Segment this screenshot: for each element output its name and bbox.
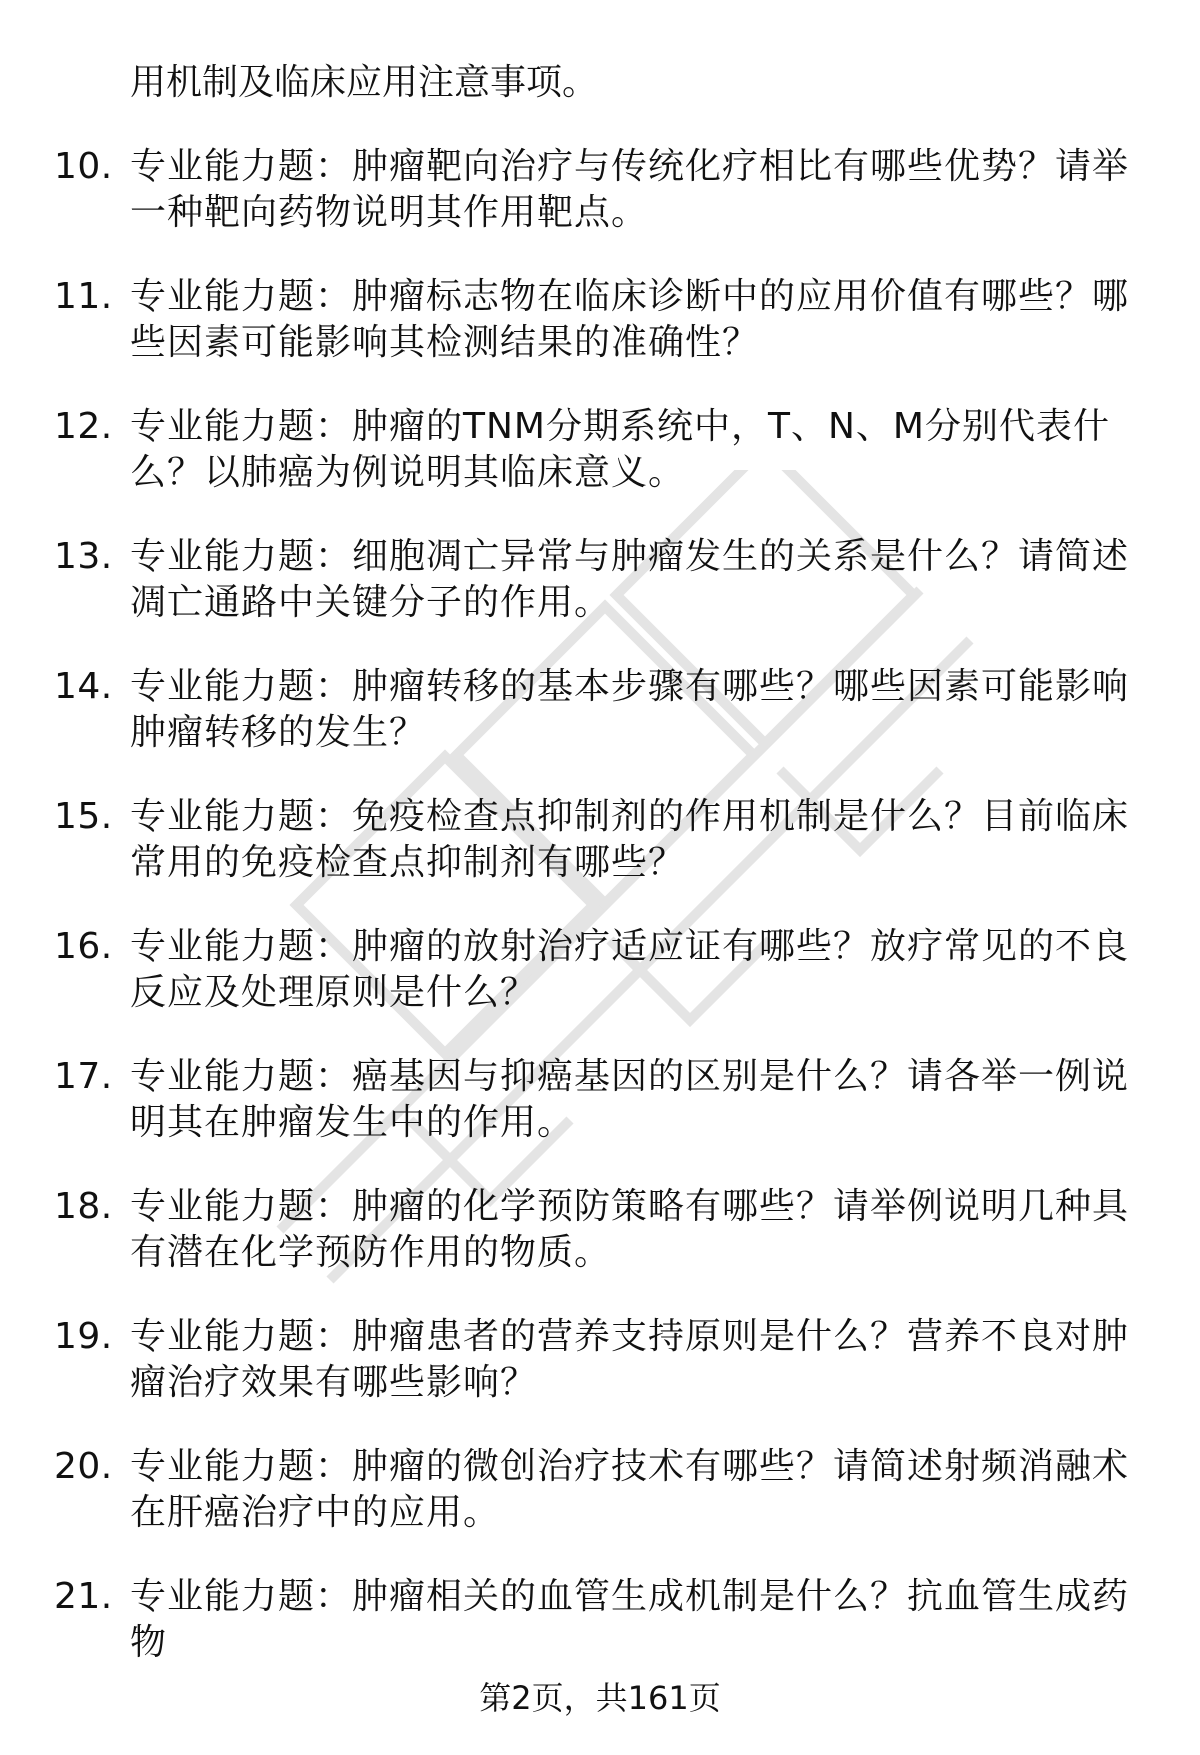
- question-number: 13.: [54, 536, 113, 577]
- question-item-17: [0, 1054, 1200, 1146]
- question-text: 专业能力题：肿瘤靶向治疗与传统化疗相比有哪些优势？请举一种靶向药物说明其作用靶点。: [130, 146, 1130, 233]
- document-content: [0, 60, 1200, 1704]
- question-number: 17.: [54, 1056, 113, 1097]
- question-item-16: [0, 924, 1200, 1016]
- question-number: 15.: [54, 796, 113, 837]
- question-item-10: [0, 144, 1200, 236]
- question-number: 14.: [54, 666, 113, 707]
- question-number: 19.: [54, 1316, 113, 1357]
- question-item-19: [0, 1314, 1200, 1406]
- question-number: 11.: [54, 276, 113, 317]
- question-number: 12.: [54, 406, 113, 447]
- question-text: 专业能力题：肿瘤相关的血管生成机制是什么？抗血管生成药物: [130, 1576, 1130, 1663]
- question-number: 20.: [54, 1446, 113, 1487]
- question-item-20: [0, 1444, 1200, 1536]
- question-text: 专业能力题：细胞凋亡异常与肿瘤发生的关系是什么？请简述凋亡通路中关键分子的作用。: [130, 536, 1130, 623]
- question-text: 专业能力题：肿瘤患者的营养支持原则是什么？营养不良对肿瘤治疗效果有哪些影响？: [130, 1316, 1130, 1403]
- question-number: 16.: [54, 926, 113, 967]
- question-text: 专业能力题：肿瘤的微创治疗技术有哪些？请简述射频消融术在肝癌治疗中的应用。: [130, 1446, 1130, 1533]
- question-item-15: [0, 794, 1200, 886]
- question-text: 专业能力题：肿瘤的化学预防策略有哪些？请举例说明几种具有潜在化学预防作用的物质。: [130, 1186, 1130, 1273]
- question-item-21: [0, 1574, 1200, 1666]
- question-number: 21.: [54, 1576, 113, 1617]
- question-number: 18.: [54, 1186, 113, 1227]
- question-item-18: [0, 1184, 1200, 1276]
- question-item-11: [0, 274, 1200, 366]
- continued-paragraph: 用机制及临床应用注意事项。: [130, 62, 599, 103]
- page-footer: 第2页，共161页: [479, 1679, 721, 1717]
- question-item-14: [0, 664, 1200, 756]
- question-text: 专业能力题：癌基因与抑癌基因的区别是什么？请各举一例说明其在肿瘤发生中的作用。: [130, 1056, 1130, 1143]
- question-text: 专业能力题：肿瘤转移的基本步骤有哪些？哪些因素可能影响肿瘤转移的发生？: [130, 666, 1130, 753]
- question-item-12: [0, 404, 1200, 496]
- question-text: 专业能力题：肿瘤标志物在临床诊断中的应用价值有哪些？哪些因素可能影响其检测结果的准确性？: [130, 276, 1130, 363]
- question-number: 10.: [54, 146, 113, 187]
- question-text: 专业能力题：免疫检查点抑制剂的作用机制是什么？目前临床常用的免疫检查点抑制剂有哪些？: [130, 796, 1130, 883]
- question-text: 专业能力题：肿瘤的放射治疗适应证有哪些？放疗常见的不良反应及处理原则是什么？: [130, 926, 1130, 1013]
- question-item-13: [0, 534, 1200, 626]
- question-text: 专业能力题：肿瘤的TNM分期系统中，T、N、M分别代表什么？以肺癌为例说明其临床意义。: [130, 406, 1110, 493]
